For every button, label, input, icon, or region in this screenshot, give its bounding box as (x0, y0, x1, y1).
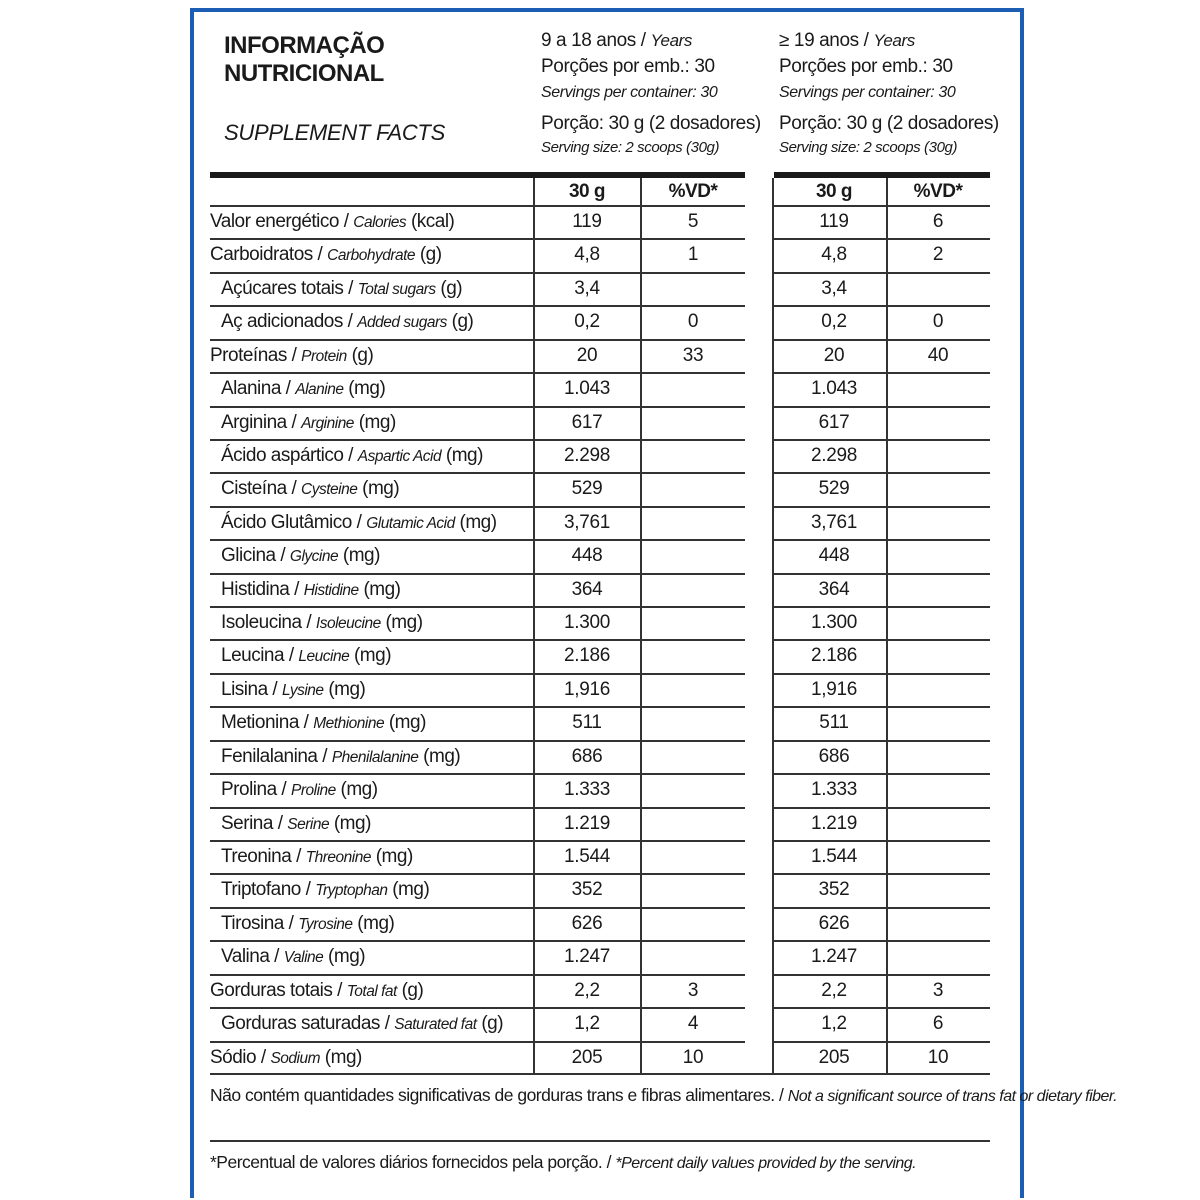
nutrient-name: Isoleucina / Isoleucine (mg) (221, 612, 423, 634)
nutrient-value: 4,8 (574, 244, 600, 266)
nutrient-value: 1.544 (563, 845, 611, 867)
nutrient-value: 1.544 (810, 845, 858, 867)
supplement-facts-title: SUPPLEMENT FACTS (224, 120, 445, 145)
nutrient-value: 352 (571, 879, 603, 901)
nutrient-value: 2,2 (821, 979, 847, 1001)
nutrient-value: 10 (927, 1046, 949, 1068)
nutrient-name: Alanina / Alanine (mg) (221, 378, 386, 400)
nutrient-name: Leucina / Leucine (mg) (221, 645, 392, 667)
nutrient-value: 617 (818, 411, 850, 433)
nutrient-value: 20 (576, 344, 598, 366)
nutrient-value: 3,761 (810, 511, 858, 533)
nutrient-value: 40 (927, 344, 949, 366)
nutrient-value: 364 (818, 578, 850, 600)
row-divider (210, 1041, 745, 1043)
nutrient-name: Tirosina / Tyrosine (mg) (221, 912, 395, 934)
group2-serving-en: Serving size: 2 scoops (30g) (779, 139, 958, 156)
nutrient-value: 617 (571, 411, 603, 433)
nutrient-value: 511 (819, 712, 849, 734)
nutrient-name: Ácido Glutâmico / Glutamic Acid (mg) (221, 511, 497, 533)
row-divider (210, 773, 745, 775)
nutrient-value: 1,916 (810, 678, 858, 700)
nutrient-value: 1.043 (563, 378, 611, 400)
group1-servings-en: Servings per container: 30 (541, 84, 718, 101)
group1-age: 9 a 18 anos / Years (541, 30, 693, 51)
nutrient-value: 626 (571, 912, 603, 934)
nutrient-value: 0 (687, 311, 699, 333)
row-divider (774, 807, 990, 809)
nutrient-value: 1.300 (563, 612, 611, 634)
nutrient-value: 3 (687, 979, 699, 1001)
nutrient-value: 1,2 (821, 1013, 847, 1035)
nutrient-value: 1.333 (563, 779, 611, 801)
nutrient-value: 2,2 (574, 979, 600, 1001)
nutrient-name: Fenilalanina / Phenilalanine (mg) (221, 745, 461, 767)
nutrient-name: Ácido aspártico / Aspartic Acid (mg) (221, 444, 483, 466)
group2-age: ≥ 19 anos / Years (779, 30, 915, 51)
row-divider (210, 639, 745, 641)
nutrient-value: 6 (932, 1013, 944, 1035)
nutrient-value: 2.186 (810, 645, 858, 667)
row-divider (774, 472, 990, 474)
nutrient-value: 364 (571, 578, 603, 600)
nutrient-value: 3 (932, 979, 944, 1001)
row-divider (210, 573, 745, 575)
row-divider (774, 873, 990, 875)
row-divider (210, 238, 745, 240)
nutrient-value: 0 (932, 311, 944, 333)
row-divider (774, 974, 990, 976)
row-divider (210, 472, 745, 474)
nutrient-value: 205 (571, 1046, 603, 1068)
nutrient-value: 2.298 (563, 444, 611, 466)
row-divider (774, 339, 990, 341)
row-divider (210, 974, 745, 976)
row-divider (210, 372, 745, 374)
nutrient-value: 1.247 (810, 946, 858, 968)
row-divider (774, 706, 990, 708)
nutrient-name: Carboidratos / Carbohydrate (g) (210, 244, 442, 266)
row-divider (774, 539, 990, 541)
nutrient-value: 205 (818, 1046, 850, 1068)
nutrient-name: Gorduras saturadas / Saturated fat (g) (221, 1013, 504, 1035)
nutrient-value: 1.247 (563, 946, 611, 968)
row-divider (210, 305, 745, 307)
row-divider (210, 706, 745, 708)
footer-rule (210, 1140, 990, 1142)
row-divider (210, 205, 745, 207)
nutrient-name: Cisteína / Cysteine (mg) (221, 478, 400, 500)
nutrient-value: 626 (818, 912, 850, 934)
nutrient-value: 686 (571, 745, 603, 767)
footer-note: Não contém quantidades significativas de gorduras trans e fibras alimentares. / Not a significant source of trans fat or dietary fiber. (210, 1085, 1118, 1105)
nutrient-value: 686 (818, 745, 850, 767)
nutrient-value: 529 (818, 478, 850, 500)
nutrient-value: 1 (687, 244, 699, 266)
nutrient-value: 1.219 (563, 812, 611, 834)
row-divider (774, 773, 990, 775)
nutrient-name: Triptofano / Tryptophan (mg) (221, 879, 430, 901)
row-divider (210, 506, 745, 508)
nutrient-value: 0,2 (821, 311, 847, 333)
row-divider (210, 1007, 745, 1009)
row-divider (210, 406, 745, 408)
row-divider (210, 873, 745, 875)
row-divider (774, 406, 990, 408)
header-rule-left (210, 172, 745, 178)
nutrient-value: 1.043 (810, 378, 858, 400)
nutrient-value: 20 (823, 344, 845, 366)
nutrient-value: 0,2 (574, 311, 600, 333)
nutrient-value: 352 (818, 879, 850, 901)
nutrient-value: 119 (572, 211, 602, 232)
row-divider (774, 1007, 990, 1009)
nutrient-name: Proteínas / Protein (g) (210, 344, 374, 366)
nutrient-name: Glicina / Glycine (mg) (221, 545, 380, 567)
row-divider (774, 372, 990, 374)
nutrient-value: 529 (571, 478, 603, 500)
row-divider (774, 940, 990, 942)
nutrient-name: Serina / Serine (mg) (221, 812, 371, 834)
nutrient-value: 4,8 (821, 244, 847, 266)
row-divider (210, 673, 745, 675)
nutrient-value: 2.186 (563, 645, 611, 667)
group1-portions: Porções por emb.: 30 (541, 56, 715, 77)
row-divider (774, 573, 990, 575)
row-divider (210, 439, 745, 441)
row-divider (774, 907, 990, 909)
nutrient-value: 33 (682, 344, 704, 366)
row-divider (774, 272, 990, 274)
nutrient-value: 3,4 (821, 277, 847, 299)
nutrient-value: 3,761 (563, 511, 611, 533)
nutrient-value: 119 (819, 211, 849, 232)
nutrient-value: 2.298 (810, 444, 858, 466)
nutrient-value: 448 (818, 545, 850, 567)
row-divider (210, 840, 745, 842)
row-divider (210, 907, 745, 909)
nutrient-name: Açúcares totais / Total sugars (g) (221, 277, 463, 299)
nutrient-name: Metionina / Methionine (mg) (221, 712, 426, 734)
title-line-2: NUTRICIONAL (224, 60, 384, 87)
nutrient-name: Histidina / Histidine (mg) (221, 578, 401, 600)
row-divider (774, 606, 990, 608)
row-divider (774, 1041, 990, 1043)
nutrient-value: 6 (932, 211, 944, 232)
group1-serving: Porção: 30 g (2 dosadores) (541, 113, 761, 134)
nutrient-name: Lisina / Lysine (mg) (221, 678, 366, 700)
group1-dv-header: %VD* (668, 181, 718, 202)
nutrient-name: Aç adicionados / Added sugars (g) (221, 311, 474, 333)
group2-serving: Porção: 30 g (2 dosadores) (779, 113, 999, 134)
row-divider (774, 639, 990, 641)
footer-rule (210, 1073, 990, 1075)
row-divider (210, 740, 745, 742)
nutrient-value: 1.300 (810, 612, 858, 634)
nutrient-name: Sódio / Sodium (mg) (210, 1046, 362, 1068)
group2-portions: Porções por emb.: 30 (779, 56, 953, 77)
row-divider (774, 740, 990, 742)
nutrient-name: Treonina / Threonine (mg) (221, 845, 413, 867)
nutrient-value: 1,2 (574, 1013, 600, 1035)
group1-amount-header: 30 g (568, 181, 606, 202)
row-divider (774, 305, 990, 307)
group2-dv-header: %VD* (913, 181, 963, 202)
group2-amount-header: 30 g (815, 181, 853, 202)
row-divider (774, 238, 990, 240)
row-divider (210, 339, 745, 341)
footer-dv-note: *Percentual de valores diários fornecidos pela porção. / *Percent daily values provided by the serving. (210, 1152, 917, 1172)
nutrient-value: 3,4 (574, 277, 600, 299)
nutrient-value: 4 (687, 1013, 699, 1035)
nutrient-name: Valina / Valine (mg) (221, 946, 366, 968)
row-divider (774, 205, 990, 207)
header-rule-right (774, 172, 990, 178)
nutrient-value: 1.333 (810, 779, 858, 801)
nutrient-name: Gorduras totais / Total fat (g) (210, 979, 424, 1001)
row-divider (210, 807, 745, 809)
nutrient-value: 448 (571, 545, 603, 567)
row-divider (774, 673, 990, 675)
nutrient-value: 511 (572, 712, 602, 734)
nutrient-name: Arginina / Arginine (mg) (221, 411, 396, 433)
nutrient-value: 1.219 (810, 812, 858, 834)
nutrient-value: 2 (932, 244, 944, 266)
nutrient-name: Valor energético / Calories (kcal) (210, 211, 455, 232)
group1-serving-en: Serving size: 2 scoops (30g) (541, 139, 720, 156)
nutrient-value: 1,916 (563, 678, 611, 700)
nutrient-name: Prolina / Proline (mg) (221, 779, 378, 801)
row-divider (774, 506, 990, 508)
nutrient-value: 5 (687, 211, 699, 232)
row-divider (210, 940, 745, 942)
row-divider (210, 539, 745, 541)
row-divider (210, 272, 745, 274)
nutrient-value: 10 (682, 1046, 704, 1068)
row-divider (210, 606, 745, 608)
title-line-1: INFORMAÇÃO (224, 32, 385, 59)
group2-servings-en: Servings per container: 30 (779, 84, 956, 101)
row-divider (774, 439, 990, 441)
row-divider (774, 840, 990, 842)
